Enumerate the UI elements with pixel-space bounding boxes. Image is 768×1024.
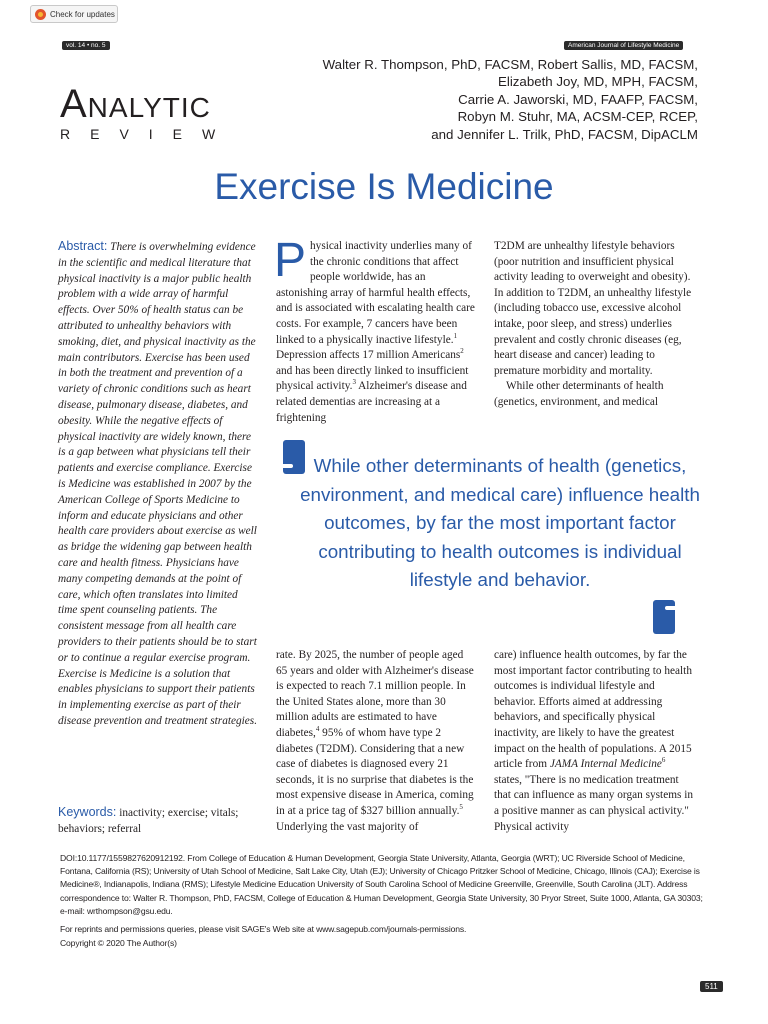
keywords-text: inactivity; exercise; vitals; behaviors; referral <box>58 807 239 835</box>
keywords-label: Keywords: <box>58 805 117 819</box>
citation-ref[interactable]: 6 <box>661 756 666 765</box>
permissions-note: For reprints and permissions queries, please visit SAGE's Web site at www.sagepub.com/journals-permissions. <box>60 924 467 935</box>
copyright-note: Copyright © 2020 The Author(s) <box>60 938 177 949</box>
close-quote-icon <box>653 600 675 634</box>
check-for-updates-badge[interactable] <box>30 5 118 23</box>
doi-affiliations: DOI:10.1177/1559827620912192. From College of Education & Human Development, Georgia State University, Atlanta, Georgia (WRT); UC Riverside School of Medicine, Fontana, California (RS); University of Utah School of Medicine, Salt Lake City, Utah (EJ); University of Chicago Pritzker School of Medicine, Chicago, Illinois (CAJ); Exercise is Medicine®, Indianapolis, Indiana (RMS); Lifestyle Medicine Education University of South Carolina School of Medicine Greenville, Greenville, South Carolina (JLT). Address correspondence to: Walter R. Thompson, PhD, FACSM, College of Education & Human Development, Georgia State University, 30 Pryor Street, Suite 1000, Atlanta, GA 30303; e-mail: wrthompson@gsu.edu. <box>60 853 703 916</box>
section-subtitle: REVIEW <box>60 126 236 142</box>
body-text: Underlying the vast majority of <box>276 820 419 833</box>
abstract-label: Abstract: <box>58 239 108 253</box>
body-text: Alzheimer's disease and related dementias are increasing at a frightening <box>276 380 467 424</box>
citation-ref[interactable]: 1 <box>453 331 458 340</box>
body-column-3-top <box>494 239 694 411</box>
body-text: and has been directly linked to insufficient physical activity. <box>276 364 469 393</box>
author-line: and Jennifer L. Trilk, PhD, FACSM, DipACLM <box>431 126 698 142</box>
citation-ref[interactable]: 4 <box>315 725 320 734</box>
body-text: 95% of whom have type 2 diabetes (T2DM). Considering that a new case of diabetes is diagnosed every 21 seconds, it is no surprise that diabetes is the most expensive disease in America, coming in at a price tag of $327 billion annually. <box>276 726 474 817</box>
body-column-2-top <box>274 234 476 426</box>
journal-citation: JAMA Internal Medicine <box>549 758 662 771</box>
journal-name-tag: American Journal of Lifestyle Medicine <box>564 41 683 50</box>
author-line: Carrie A. Jaworski, MD, FAAFP, FACSM, <box>458 91 698 107</box>
keywords <box>58 805 258 838</box>
abstract <box>58 239 258 730</box>
pull-quote: While other determinants of health (genetics, environment, and medical care) influence health outcomes, by far the most important factor contributing to health outcomes is individual lifestyle and behavior. <box>300 455 700 591</box>
body-column-3-bottom <box>494 648 694 835</box>
author-list <box>300 56 698 143</box>
citation-ref[interactable]: 5 <box>459 803 463 812</box>
body-text: care) influence health outcomes, by far the most important factor contributing to health outcomes is individual lifestyle and behavior. Efforts aimed at addressing behaviors, and specifically physical inactivity, are likely to have the greatest impact on the health of populations. A 2015 article from <box>494 649 692 771</box>
citation-ref[interactable]: 2 <box>460 347 464 356</box>
citation-ref[interactable]: 3 <box>352 378 356 387</box>
author-line: Robyn M. Stuhr, MA, ACSM-CEP, RCEP, <box>457 109 698 125</box>
body-text: hysical inactivity underlies many of the chronic conditions that affect people worldwide, has an astonishing array of harmful health effects, and is associated with escalating health care costs. For example, 7 cancers have been linked to a physically inactive lifestyle. <box>276 240 475 346</box>
volume-issue-tag: vol. 14 • no. 5 <box>62 41 110 50</box>
check-for-updates-label: Check for updates <box>50 9 115 19</box>
crossmark-icon <box>35 9 46 20</box>
body-column-2-bottom <box>276 648 476 835</box>
author-line: Walter R. Thompson, PhD, FACSM, Robert Sallis, MD, FACSM, <box>322 57 698 72</box>
body-paragraph: T2DM are unhealthy lifestyle behaviors (poor nutrition and insufficient physical activity leading to overweight and obesity). In addition to T2DM, an unhealthy lifestyle (including tobacco use, excessive alcohol intake, poor sleep, and stress) underlies prevalent and costly chronic diseases (eg, heart disease and cancer) leading to premature morbidity and mortality. <box>494 240 692 377</box>
body-paragraph: While other determinants of health (genetics, environment, and medical <box>494 380 664 408</box>
abstract-text: There is overwhelming evidence in the scientific and medical literature that physical inactivity is a major public health problem with a wide array of harmful effects. Over 50% of health status can be attributed to unhealthy behaviors with smoking, diet, and physical inactivity as the main contributors. Exercise has been used in both the treatment and prevention of a variety of chronic conditions such as heart disease, pulmonary disease, diabetes, and obesity. While the negative effects of physical inactivity are widely known, there is a gap between what physicians tell their patients and exercise compliance. Exercise is Medicine was established in 2007 by the American College of Sports Medicine to inform and educate physicians and other health care providers about exercise as well as bridge the widening gap between health care and health fitness. Physicians have many competing demands at the point of care, which often translates into limited time spent counseling patients. The consistent message from all health care providers to their patients should be to start or to continue a regular exercise program. Exercise is Medicine is a solution that enables physicians to support their patients in implementing exercise as part of their disease prevention and treatment strategies. <box>58 241 258 727</box>
page-number: 511 <box>700 981 723 992</box>
article-title: Exercise Is Medicine <box>214 166 554 207</box>
section-title: Analytic <box>60 82 211 126</box>
drop-cap: P <box>274 234 307 287</box>
body-text: rate. By 2025, the number of people aged 65 years and older with Alzheimer's disease is expected to reach 7.1 million people. In the United States alone, more than 30 million adults are estimated to have diabetes, <box>276 649 474 739</box>
author-line: Elizabeth Joy, MD, MPH, FACSM, <box>498 74 698 90</box>
body-text: states, "There is no medication treatment that can influence as many organ systems in a positive manner as can physical activity." Physical activity <box>494 773 694 833</box>
footer-notes <box>60 852 705 955</box>
body-text: Depression affects 17 million Americans <box>276 349 461 362</box>
